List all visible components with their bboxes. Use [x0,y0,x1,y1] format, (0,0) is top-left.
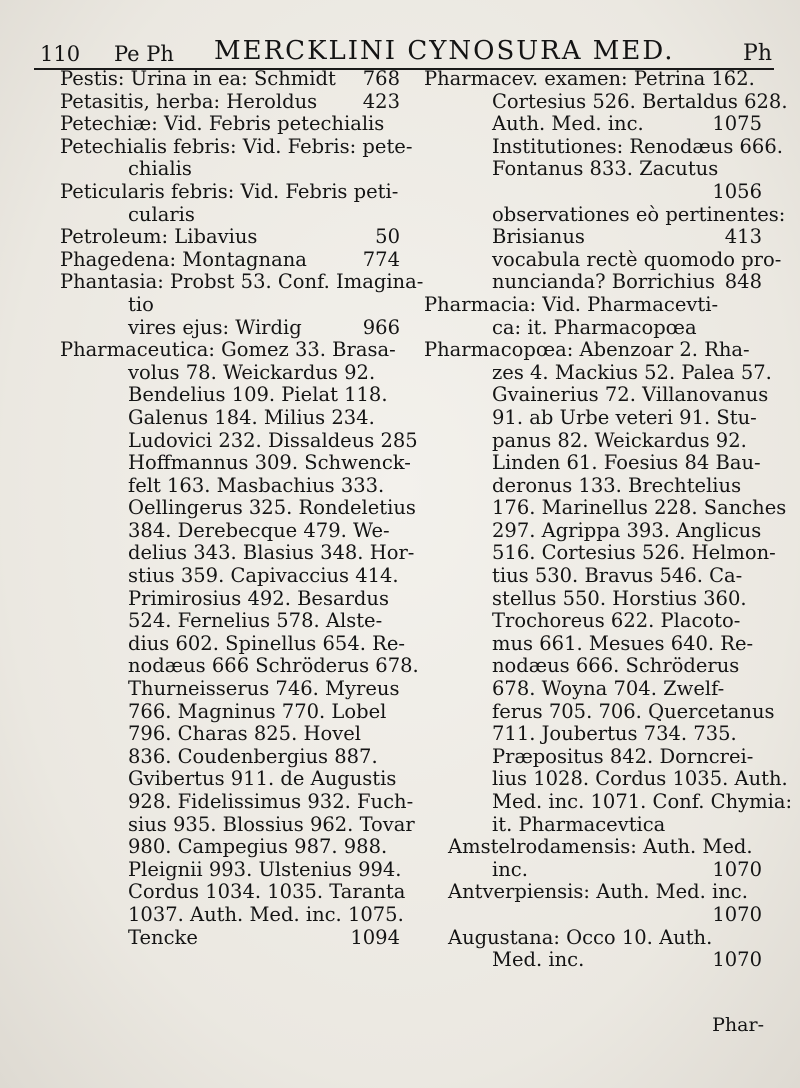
entry-line [60,249,400,272]
entry-text: Cortesius 526. Bertaldus 628. [492,89,788,113]
entry-line [424,113,762,136]
entry-text: 1037. Auth. Med. inc. 1075. [128,902,404,926]
entry-text: Primirosius 492. Besardus [128,586,389,610]
entry-text: Pharmaceutica: Gomez 33. Brasa- [60,338,396,362]
entry-line [424,360,772,385]
entry-line [424,655,762,678]
entry-text: Tencke [128,925,198,949]
page-reference: 1070 [712,948,762,972]
entry-text: deronus 133. Brechtelius [492,473,742,497]
entry-line [424,226,762,249]
page-reference: 1075 [712,112,762,136]
index-entry [60,181,400,226]
page-reference: 1070 [712,902,762,926]
index-entry [60,68,400,91]
entry-text: cularis [128,202,195,226]
entry-text: tius 530. Bravus 546. Ca- [492,564,743,588]
index-entry [424,134,783,204]
entry-text: Petechiæ: Vid. Febris petechialis [60,112,385,136]
entry-line [60,294,400,317]
index-entry [424,294,762,339]
entry-text: mus 661. Mesues 640. Re- [492,631,754,655]
index-entry [424,202,786,249]
entry-text: Brisianus [492,225,585,249]
entry-line [60,339,400,362]
entry-text: sius 935. Blossius 962. Tovar [128,812,415,836]
entry-text: Petroleum: Libavius [60,225,258,249]
index-entry [424,836,762,881]
entry-text: tio [128,292,154,316]
entry-line [60,270,424,294]
page-reference: 1070 [712,857,762,881]
entry-line [424,247,782,272]
page-reference: 966 [362,315,400,339]
entry-text: ca: it. Pharmacopœa [492,315,697,339]
entry-text: zes 4. Mackius 52. Palea 57. [492,360,772,384]
entry-line [424,859,762,882]
entry-line [60,902,404,927]
entry-text: Gvibertus 911. de Augustis [128,767,397,791]
entry-line [424,339,762,362]
entry-text: it. Pharmacevtica [492,812,666,836]
entry-line [424,881,762,904]
entry-line [60,226,400,249]
entry-text: Amstelrodamensis: Auth. Med. [448,835,753,859]
entry-line [424,89,788,114]
entry-text: Med. inc. [492,948,585,972]
entry-line [60,746,400,769]
index-entry [60,134,413,181]
entry-text: ferus 705. 706. Quercetanus [492,699,775,723]
entry-line [60,541,415,565]
entry-text: panus 82. Weickardus 92. [492,428,747,452]
index-entry [424,247,782,294]
entry-line [60,588,400,611]
entry-text: Peticularis febris: Vid. Febris peti- [60,179,399,203]
index-entry [60,270,424,339]
entry-text: vires ejus: Wirdig [128,315,302,339]
entry-text: Augustana: Occo 10. Auth. [448,925,713,949]
entry-text: 524. Fernelius 578. Alste- [128,609,383,633]
entry-text: nuncianda? Borrichius [492,270,716,294]
entry-line [60,451,411,475]
entry-text: Institutiones: Renodæus 666. [492,134,783,158]
entry-line [424,633,762,656]
entry-line [60,654,419,678]
entry-text: 766. Magninus 770. Lobel [128,699,387,723]
index-entry [424,927,762,972]
entry-line [424,430,762,453]
entry-text: 836. Coudenbergius 887. [128,744,378,768]
entry-line [424,407,762,430]
entry-line [60,678,400,701]
entry-line [424,836,762,859]
entry-text: Galenus 184. Milius 234. [128,405,375,429]
entry-line [60,768,400,791]
entry-text: 516. Cortesius 526. Helmon- [492,541,776,565]
entry-line [60,610,400,633]
entry-line [60,812,415,837]
entry-text: observationes eò pertinentes: [492,202,786,226]
entry-text: nodæus 666 Schröderus 678. [128,654,419,678]
entry-text: dius 602. Spinellus 654. Re- [128,631,405,655]
entry-line [60,836,400,859]
entry-line [424,294,762,317]
entry-text: lius 1028. Cordus 1035. Auth. [492,767,788,791]
entry-line [60,927,400,950]
entry-line [424,541,776,565]
entry-text: 796. Charas 825. Hovel [128,722,362,746]
entry-line [424,927,762,950]
entry-line [60,134,413,159]
index-entry [424,338,793,836]
entry-line [60,158,400,181]
index-entry [60,338,419,949]
page-reference: 768 [362,67,400,90]
page-reference: 1094 [350,925,400,949]
index-entry [60,249,400,272]
entry-line [60,701,400,724]
entry-line [424,520,762,543]
entry-line [424,790,793,814]
entry-text: Petasitis, herba: Heroldus [60,89,318,113]
entry-line [60,880,406,904]
entry-text: 678. Woyna 704. Zwelf- [492,677,725,701]
entry-text: Phantasia: Probst 53. Conf. Imagina- [60,270,424,294]
index-entry [60,91,400,114]
entry-line [424,317,762,340]
entry-line [424,475,762,498]
header-left-key: Pe Ph [114,42,174,66]
page-reference: 50 [375,225,400,249]
entry-line [424,383,769,407]
entry-text: 928. Fidelissimus 932. Fuch- [128,790,414,813]
entry-text: Pharmacev. examen: Petrina 162. [424,67,755,90]
entry-text: Pharmacopœa: Abenzoar 2. Rha- [424,338,750,362]
entry-text: Phagedena: Montagnana [60,247,307,271]
entry-text: Pharmacia: Vid. Pharmacevti- [424,292,719,316]
entry-line [60,181,400,204]
entry-line [424,678,762,701]
entry-line [424,767,788,791]
entry-text: 980. Campegius 987. 988. [128,835,388,859]
entry-text: stius 359. Capivaccius 414. [128,564,399,588]
entry-line [424,746,762,769]
entry-text: Cordus 1034. 1035. Taranta [128,880,406,904]
entry-text: Pleignii 993. Ulstenius 994. [128,857,402,881]
entry-line [424,610,762,633]
entry-text: delius 343. Blasius 348. Hor- [128,541,415,565]
entry-line [60,790,414,814]
entry-line [424,496,787,520]
entry-text: Auth. Med. inc. [492,112,644,136]
entry-text: Hoffmannus 309. Schwenck- [128,451,411,475]
index-entry [424,881,762,926]
entry-line [60,565,400,588]
page-reference: 423 [362,89,400,113]
entry-text: Fontanus 833. Zacutus [492,157,719,181]
page-reference: 848 [724,270,762,294]
entry-text: Thurneisserus 746. Myreus [128,677,400,701]
entry-text: Gvainerius 72. Villanovanus [492,383,769,407]
page-reference: 774 [362,247,400,271]
entry-line [60,407,400,430]
entry-text: Pestis: Urina in ea: Schmidt [60,67,336,90]
entry-text: Ludovici 232. Dissaldeus 285 [128,428,418,452]
entry-line [424,588,762,611]
entry-line [60,859,400,882]
entry-text: chialis [128,157,192,181]
entry-text: Petechialis febris: Vid. Febris: pete- [60,134,413,158]
entry-line [60,475,400,498]
page-number: 110 [40,42,81,66]
entry-line [424,723,762,746]
entry-line [60,113,400,136]
entry-text: vocabula rectè quomodo pro- [492,247,782,271]
entry-line [424,699,775,724]
entry-text: Antverpiensis: Auth. Med. inc. [448,880,748,904]
entry-line [60,428,418,453]
entry-line [60,91,400,114]
entry-text: Oellingerus 325. Rondeletius [128,496,416,520]
entry-text: Bendelius 109. Pielat 118. [128,383,388,407]
entry-line [424,202,786,227]
entry-line [424,134,783,159]
entry-line [60,317,400,340]
left-index-column [60,67,424,949]
entry-text: nodæus 666. Schröderus [492,654,740,678]
entry-line [424,904,762,927]
entry-line [60,204,400,227]
entry-line [60,723,400,746]
entry-line [60,68,400,91]
entry-text: felt 163. Masbachius 333. [128,473,385,497]
entry-line [424,814,762,837]
entry-line [424,181,762,204]
entry-text: Trochoreus 622. Placoto- [492,609,741,633]
page-reference: 413 [724,225,762,249]
entry-text: 91. ab Urbe veteri 91. Stu- [492,405,757,429]
catchword: Phar- [712,1014,764,1036]
running-header [34,28,774,70]
entry-text: 297. Agrippa 393. Anglicus [492,518,762,542]
entry-line [60,520,400,543]
entry-text: Præpositus 842. Dorncrei- [492,744,754,768]
entry-line [424,68,762,91]
entry-text: volus 78. Weickardus 92. [128,360,376,384]
right-index-column [424,67,793,972]
entry-text: 384. Derebecque 479. We- [128,518,390,542]
entry-line [424,949,762,972]
index-entry [60,226,400,249]
entry-text: stellus 550. Horstius 360. [492,586,747,610]
entry-line [424,565,762,588]
entry-line [60,362,400,385]
header-right-key: Ph [743,41,772,66]
entry-line [424,271,762,294]
entry-text: Linden 61. Foesius 84 Bau- [492,451,761,475]
entry-line [60,384,400,407]
header-title: MERCKLINI CYNOSURA MED. [214,36,675,66]
entry-text: 176. Marinellus 228. Sanches [492,496,787,520]
entry-line [60,631,405,656]
page-reference: 1056 [712,179,762,203]
entry-text: Med. inc. 1071. Conf. Chymia: [492,790,793,813]
entry-line [424,452,762,475]
entry-line [424,158,762,181]
index-entry [60,113,400,136]
entry-line [60,496,416,520]
entry-text: inc. [492,857,528,881]
entry-text: 711. Joubertus 734. 735. [492,722,737,746]
index-entry [424,67,788,136]
